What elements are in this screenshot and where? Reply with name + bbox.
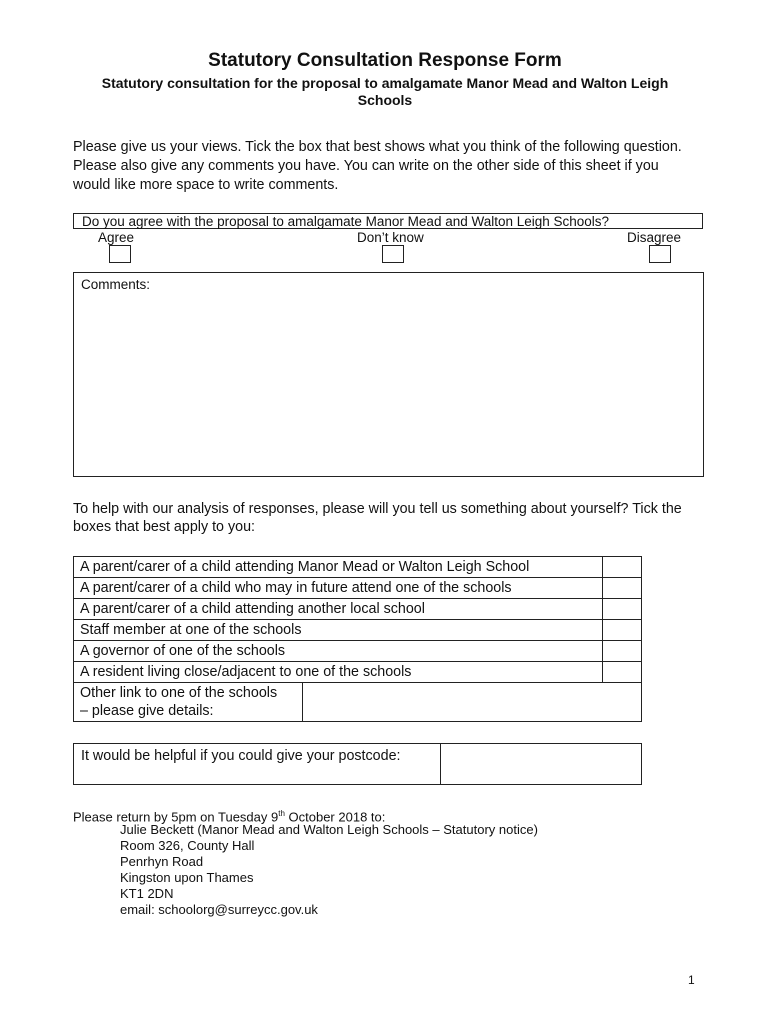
role-checkbox[interactable] (603, 557, 642, 578)
table-row (74, 620, 642, 641)
role-checkbox[interactable] (603, 599, 642, 620)
agree-checkbox[interactable] (109, 245, 131, 263)
return-address (120, 822, 538, 918)
role-checkbox[interactable] (603, 641, 642, 662)
address-line: KT1 2DN (120, 886, 174, 901)
address-line: Room 326, County Hall (120, 838, 255, 853)
option-agree-label: Agree (98, 230, 135, 245)
dont-know-checkbox[interactable] (382, 245, 404, 263)
role-label: A parent/carer of a child attending another local school (74, 599, 603, 620)
role-label: A parent/carer of a child attending Manor Mead or Walton Leigh School (74, 557, 603, 578)
role-checkbox[interactable] (603, 578, 642, 599)
other-details-field[interactable] (303, 682, 641, 721)
intro-paragraph: Please give us your views. Tick the box that best shows what you think of the following question. Please also give any comments you have. You can write on the other side of this sheet if you would like more space to write comments. (73, 139, 682, 193)
other-link-row (73, 682, 642, 722)
postcode-row (73, 743, 642, 785)
address-line: Kingston upon Thames (120, 870, 254, 885)
address-email: email: schoolorg@surreycc.gov.uk (120, 902, 318, 917)
address-line: Penrhyn Road (120, 854, 204, 869)
role-label: A parent/carer of a child who may in future attend one of the schools (74, 578, 603, 599)
agreement-question: Do you agree with the proposal to amalgamate Manor Mead and Walton Leigh Schools? (73, 213, 703, 229)
option-disagree-label: Disagree (627, 230, 682, 245)
role-label: A resident living close/adjacent to one of the schools (74, 662, 603, 683)
table-row (74, 557, 642, 578)
table-row (74, 662, 642, 683)
other-link-label: Other link to one of the schools – please give details: (80, 685, 278, 719)
page-number: 1 (688, 973, 695, 987)
return-instructions: Please return by 5pm on Tuesday 9th October 2018 to: (73, 809, 386, 825)
comments-label: Comments: (81, 277, 151, 292)
option-dont-know-label: Don’t know (357, 230, 424, 245)
table-row (74, 641, 642, 662)
roles-table (73, 556, 642, 683)
form-title: Statutory Consultation Response Form (208, 50, 562, 71)
table-row (74, 578, 642, 599)
role-checkbox[interactable] (603, 620, 642, 641)
form-subtitle: Statutory consultation for the proposal to amalgamate Manor Mead and Walton Leigh Schools (101, 75, 669, 108)
address-line: Julie Beckett (Manor Mead and Walton Leigh Schools – Statutory notice) (120, 822, 538, 837)
role-label: A governor of one of the schools (74, 641, 603, 662)
role-checkbox[interactable] (603, 662, 642, 683)
analysis-intro: To help with our analysis of responses, please will you tell us something about yourself? Tick the boxes that best apply to you: (73, 501, 682, 535)
role-label: Staff member at one of the schools (74, 620, 603, 641)
table-row (74, 599, 642, 620)
postcode-label: It would be helpful if you could give your postcode: (81, 748, 401, 764)
postcode-field[interactable] (441, 744, 641, 784)
comments-box[interactable] (73, 272, 704, 477)
disagree-checkbox[interactable] (649, 245, 671, 263)
